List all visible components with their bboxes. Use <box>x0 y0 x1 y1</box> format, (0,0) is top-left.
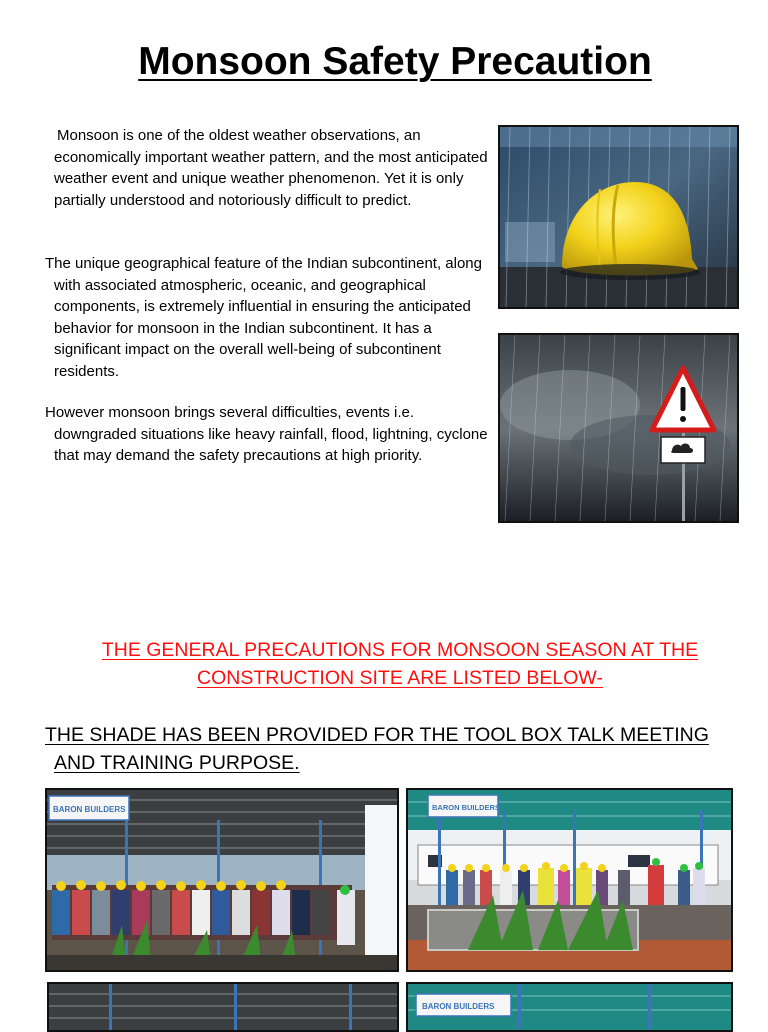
signboard-text: BARON BUILDERS <box>432 803 500 812</box>
yellow-helmet-rain-photo <box>498 125 739 309</box>
signboard-text: BARON BUILDERS <box>53 805 126 814</box>
toolbox-talk-shade-photo-3 <box>47 982 399 1032</box>
toolbox-talk-shade-photo-4 <box>406 982 733 1032</box>
shade-heading: THE SHADE HAS BEEN PROVIDED FOR THE TOOL BOX TALK MEETING AND TRAINING PURPOSE. <box>45 724 709 774</box>
signboard-text: BARON BUILDERS <box>422 1002 495 1011</box>
geography-paragraph: The unique geographical feature of the Indian subcontinent, along with associated atmospheric, oceanic, and geographical components, is extremely influential in ensuring the anticipated behavior for monsoon in the Indian subcontinent. It has a significant impact on the overall well-being of subcontinent residents. <box>45 255 482 380</box>
page-title: Monsoon Safety Precaution <box>138 40 652 83</box>
difficulties-paragraph: However monsoon brings several difficulties, events i.e. downgraded situations like heavy rainfall, flood, lightning, cyclone that may demand the safety precautions at high priority. <box>45 404 488 464</box>
toolbox-talk-shade-photo-1 <box>45 788 399 972</box>
general-precautions-heading: THE GENERAL PRECAUTIONS FOR MONSOON SEASON AT THE CONSTRUCTION SITE ARE LISTED BELOW- <box>101 639 699 689</box>
storm-warning-sign-photo <box>498 333 739 523</box>
toolbox-talk-shade-photo-2 <box>406 788 733 972</box>
intro-paragraph: Monsoon is one of the oldest weather observations, an economically important weather pattern, and the most anticipated weather event and unique weather phenomenon. Yet it is only partially understood and notoriously difficult to predict. <box>54 127 488 209</box>
